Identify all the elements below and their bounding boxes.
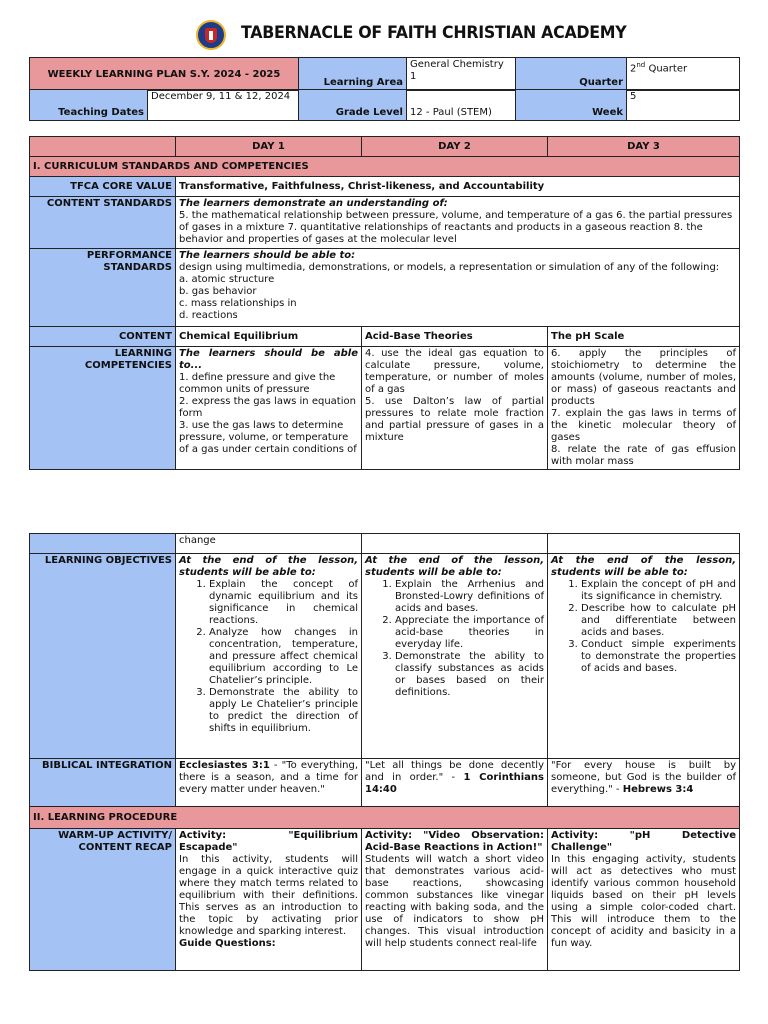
competency-item: 1. define pressure and give the common units of pressure <box>179 372 336 395</box>
warmup-title: Activity: "Video Observation: Acid-Base Reactions in Action!" <box>365 830 544 853</box>
learning-plan-table <box>29 136 740 470</box>
performance-standards-label: PERFORMANCE STANDARDS <box>30 249 176 327</box>
plan-info-table <box>29 57 740 91</box>
day-2-header: DAY 2 <box>362 137 548 157</box>
objectives-label: LEARNING OBJECTIVES <box>30 554 176 759</box>
warmup-day-2 <box>362 829 548 971</box>
objectives-intro: At the end of the lesson, students will be able to: <box>551 555 736 578</box>
school-header <box>0 18 768 54</box>
objectives-day-1 <box>176 554 362 759</box>
competencies-intro: The learners should be able to... <box>179 348 358 371</box>
plan-info-table-row2 <box>29 89 740 121</box>
biblical-day-2: "Let all things be done decently and in order." - 1 Corinthians 14:40 <box>362 759 548 807</box>
warmup-text: In this engaging activity, students will act as detectives who must identify various common household liquids based on their pH levels using a simple color-coded chart. This will introduce them to the concept of acidity and basicity in a fun way. <box>551 854 736 949</box>
teaching-dates-value: December 9, 11 & 12, 2024 <box>148 90 299 121</box>
objective-item: 1. Explain the concept of pH and its significance in chemistry. <box>581 579 736 603</box>
competencies-label-continued <box>30 534 176 554</box>
biblical-day-3: "For every house is built by someone, but God is the builder of everything." - Hebrews 3:4 <box>548 759 740 807</box>
competency-item: 2. express the gas laws in equation form <box>179 396 356 419</box>
warmup-day-3 <box>548 829 740 971</box>
competencies-day-3 <box>548 347 740 470</box>
performance-line: b. gas behavior <box>179 286 257 297</box>
content-standards-text: 5. the mathematical relationship between pressure, volume, and temperature of a gas 6. the partial pressures of gases in a mixture 7. quantitative relationships of reactants and products in a gaseous reaction 8. the behavior and properties of gases at the molecular level <box>179 210 733 245</box>
section-curriculum: I. CURRICULUM STANDARDS AND COMPETENCIES <box>30 157 740 177</box>
objective-item: 1. Explain the Arrhenius and Bronsted-Lowry definitions of acids and bases. <box>395 579 544 615</box>
warmup-text: In this activity, students will engage in a quick interactive quiz where they match terms related to equilibrium with their definitions. This serves as an introduction to the topic by activating prior knowledge and sparking interest. <box>179 854 358 937</box>
core-value-text: Transformative, Faithfulness, Christ-likeness, and Accountability <box>176 177 740 197</box>
core-value-label: TFCA CORE VALUE <box>30 177 176 197</box>
objectives-intro: At the end of the lesson, students will be able to: <box>179 555 358 578</box>
content-standards-intro: The learners demonstrate an understanding of: <box>179 198 448 209</box>
competencies-day-3-continued <box>548 534 740 554</box>
competency-item: 7. explain the gas laws in terms of the kinetic molecular theory of gases <box>551 408 736 443</box>
corner-cell <box>30 137 176 157</box>
competencies-label: LEARNING COMPETENCIES <box>30 347 176 470</box>
content-day-3: The pH Scale <box>548 327 740 347</box>
objectives-intro: At the end of the lesson, students will be able to: <box>365 555 544 578</box>
performance-line: d. reactions <box>179 310 238 321</box>
grade-level-value: 12 - Paul (STEM) <box>407 90 516 121</box>
warmup-title: Activity: "Equilibrium Escapade" <box>179 830 358 853</box>
quarter-value: 2nd Quarter <box>627 58 740 91</box>
content-day-1: Chemical Equilibrium <box>176 327 362 347</box>
competencies-day-2 <box>362 347 548 470</box>
content-day-2: Acid-Base Theories <box>362 327 548 347</box>
performance-line: a. atomic structure <box>179 274 275 285</box>
warmup-title: Activity: "pH Detective Challenge" <box>551 830 736 853</box>
performance-line: design using multimedia, demonstrations, or models, a representation or simulation of any of the following: <box>179 262 720 273</box>
school-seal-icon <box>196 20 226 50</box>
objectives-day-3 <box>548 554 740 759</box>
grade-level-label: Grade Level <box>299 90 407 121</box>
objective-item: 3. Demonstrate the ability to classify substances as acids or bases based on their definitions. <box>395 651 544 699</box>
quarter-label: Quarter <box>516 58 627 91</box>
competency-item: 3. use the gas laws to determine pressure, volume, or temperature of a gas under certain conditions of <box>179 420 357 455</box>
warmup-guide: Guide Questions: <box>179 938 276 949</box>
competency-item: 8. relate the rate of gas effusion with molar mass <box>551 444 736 467</box>
day-3-header: DAY 3 <box>548 137 740 157</box>
plan-title: WEEKLY LEARNING PLAN S.Y. 2024 - 2025 <box>30 58 299 91</box>
warmup-day-1 <box>176 829 362 971</box>
performance-standards-intro: The learners should be able to: <box>179 250 356 261</box>
objectives-day-2 <box>362 554 548 759</box>
week-value: 5 <box>627 90 740 121</box>
teaching-dates-label: Teaching Dates <box>30 90 148 121</box>
warmup-text: Students will watch a short video that demonstrates various acid-base reactions, showcasing common substances like vinegar reacting with baking soda, and the use of indicators to show pH changes. This visual introduction will help students connect real-life <box>365 854 544 949</box>
biblical-label: BIBLICAL INTEGRATION <box>30 759 176 807</box>
objective-item: 1. Explain the concept of dynamic equilibrium and its significance in chemical reactions. <box>209 579 358 627</box>
performance-line: c. mass relationships in <box>179 298 297 309</box>
warmup-label: WARM-UP ACTIVITY/ CONTENT RECAP <box>30 829 176 971</box>
objective-item: 2. Describe how to calculate pH and differentiate between acids and bases. <box>581 603 736 639</box>
competency-item: 5. use Dalton’s law of partial pressures to relate mole fraction and partial pressure of gases in a mixture <box>365 396 544 443</box>
learning-plan-table-continued <box>29 533 740 971</box>
competency-item: 4. use the ideal gas equation to calculate pressure, volume, temperature, or number of moles of a gas <box>365 348 544 395</box>
objective-item: 3. Demonstrate the ability to apply Le Chatelier’s principle to predict the direction of shifts in equilibrium. <box>209 687 358 735</box>
day-1-header: DAY 1 <box>176 137 362 157</box>
section-procedure: II. LEARNING PROCEDURE <box>30 807 740 829</box>
competencies-day-1 <box>176 347 362 470</box>
competencies-day-1-continued: change <box>176 534 362 554</box>
content-standards-cell <box>176 197 740 249</box>
week-label: Week <box>516 90 627 121</box>
content-label: CONTENT <box>30 327 176 347</box>
competencies-day-2-continued <box>362 534 548 554</box>
competency-item: 6. apply the principles of stoichiometry to determine the amounts (volume, number of moles, or mass) of gaseous reactants and products <box>551 348 736 407</box>
school-name: TABERNACLE OF FAITH CHRISTIAN ACADEMY <box>241 23 627 43</box>
objective-item: 3. Conduct simple experiments to demonstrate the properties of acids and bases. <box>581 639 736 675</box>
learning-area-value: General Chemistry 1 <box>407 58 516 91</box>
objective-item: 2. Analyze how changes in concentration, temperature, and pressure affect chemical equilibrium according to Le Chatelier’s principle. <box>209 627 358 687</box>
content-standards-label: CONTENT STANDARDS <box>30 197 176 249</box>
performance-standards-cell <box>176 249 740 327</box>
learning-area-label: Learning Area <box>299 58 407 91</box>
biblical-day-1: Ecclesiastes 3:1 - "To everything, there is a season, and a time for every matter under heaven." <box>176 759 362 807</box>
objective-item: 2. Appreciate the importance of acid-base theories in everyday life. <box>395 615 544 651</box>
